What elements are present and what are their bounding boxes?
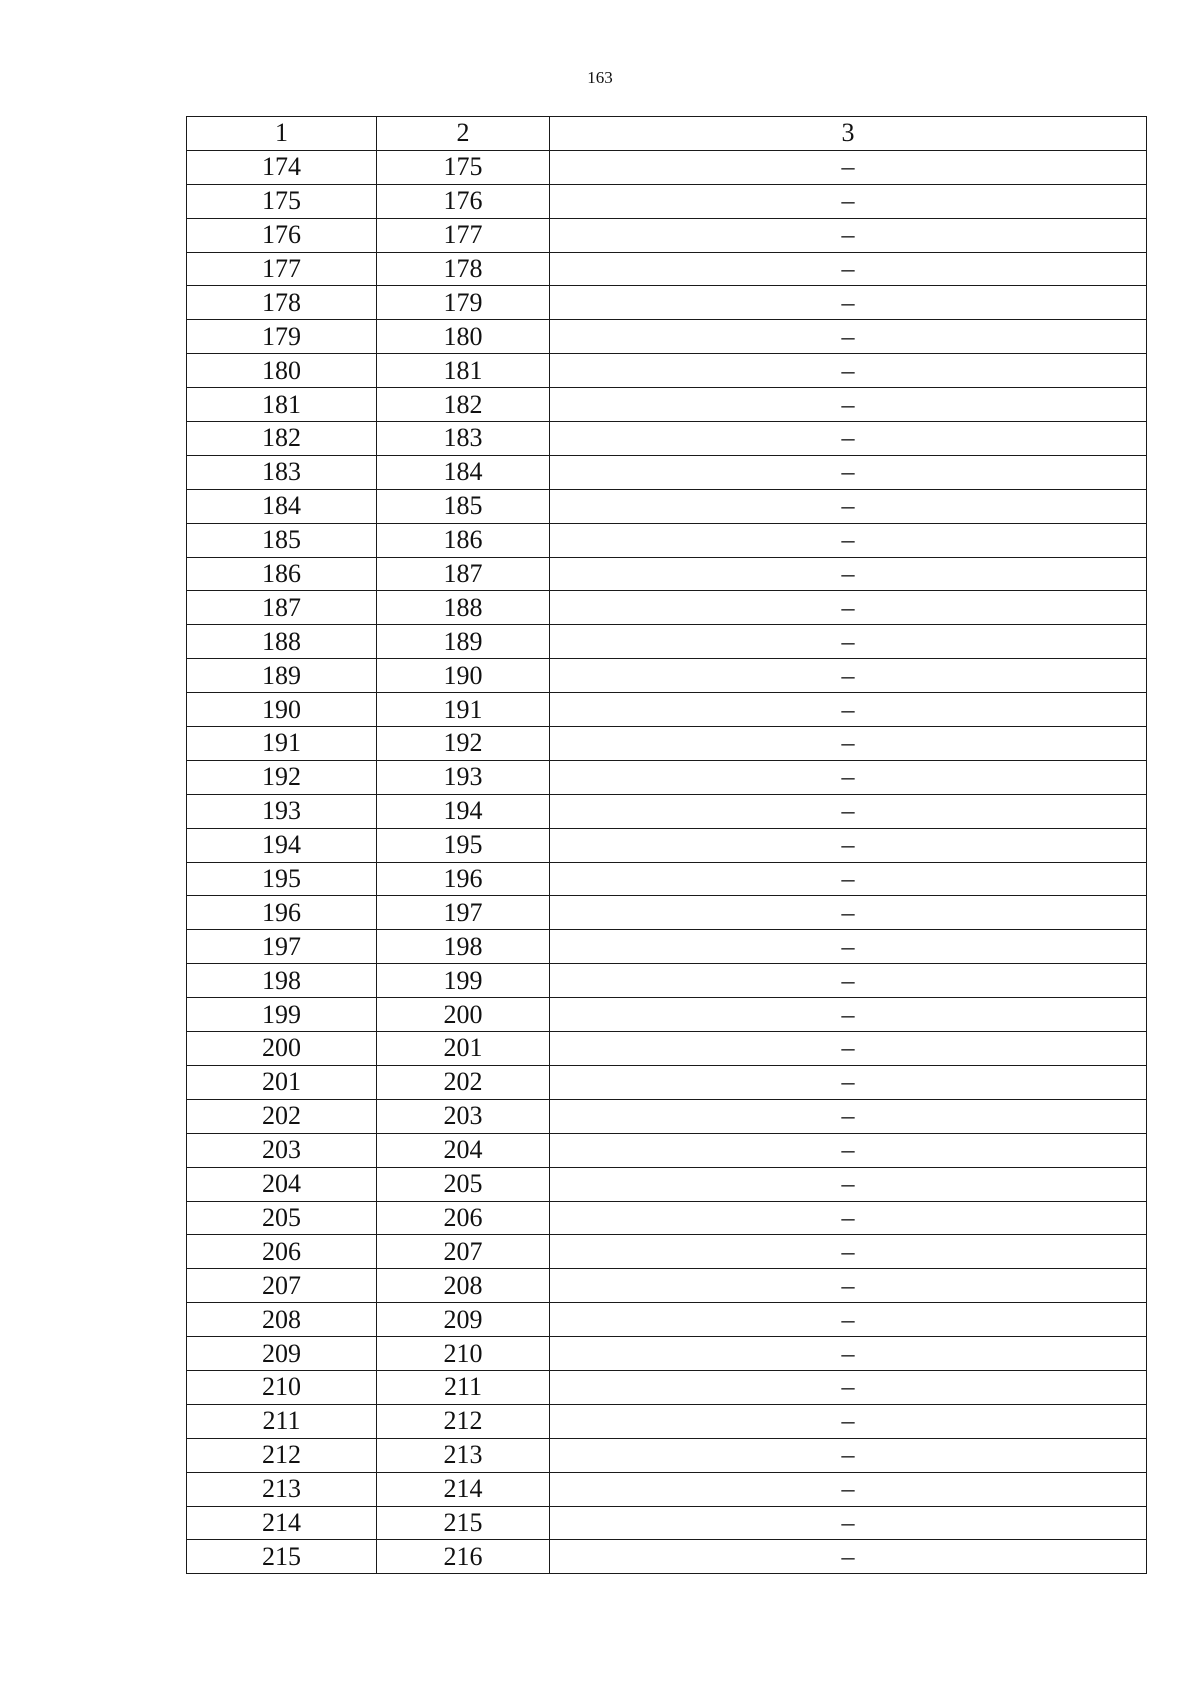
table-cell: – xyxy=(550,489,1147,523)
table-cell: 212 xyxy=(187,1438,377,1472)
table-cell: – xyxy=(550,1337,1147,1371)
table-row xyxy=(187,964,1147,998)
table-cell: 179 xyxy=(187,320,377,354)
table-cell: 199 xyxy=(377,964,550,998)
table-cell: – xyxy=(550,862,1147,896)
table-row xyxy=(187,286,1147,320)
table-cell: 182 xyxy=(377,388,550,422)
table-row xyxy=(187,184,1147,218)
table-row xyxy=(187,252,1147,286)
table-cell: 186 xyxy=(187,557,377,591)
table-cell: 196 xyxy=(377,862,550,896)
table-cell: 176 xyxy=(377,184,550,218)
table-row xyxy=(187,422,1147,456)
table-cell: – xyxy=(550,930,1147,964)
table-row xyxy=(187,1099,1147,1133)
table-cell: – xyxy=(550,625,1147,659)
table-row xyxy=(187,828,1147,862)
table-cell: 203 xyxy=(187,1133,377,1167)
table-row xyxy=(187,1370,1147,1404)
table-cell: 191 xyxy=(377,693,550,727)
table-cell: 202 xyxy=(187,1099,377,1133)
table-cell: 207 xyxy=(377,1235,550,1269)
table-cell: 195 xyxy=(377,828,550,862)
table-cell: 194 xyxy=(187,828,377,862)
table-cell: 205 xyxy=(187,1201,377,1235)
table-cell: 204 xyxy=(187,1167,377,1201)
table-cell: 177 xyxy=(187,252,377,286)
table-cell: – xyxy=(550,1201,1147,1235)
table-cell: – xyxy=(550,150,1147,184)
table-cell: 201 xyxy=(377,1032,550,1066)
table-cell: 176 xyxy=(187,218,377,252)
table-cell: 194 xyxy=(377,794,550,828)
table-cell: – xyxy=(550,1438,1147,1472)
table-cell: 204 xyxy=(377,1133,550,1167)
table-cell: 209 xyxy=(187,1337,377,1371)
table-cell: 181 xyxy=(187,388,377,422)
table-cell: 185 xyxy=(377,489,550,523)
table-cell: – xyxy=(550,388,1147,422)
table-cell: 178 xyxy=(187,286,377,320)
table-cell: 216 xyxy=(377,1540,550,1574)
table-cell: 206 xyxy=(377,1201,550,1235)
table-cell: 191 xyxy=(187,727,377,761)
table-cell: 183 xyxy=(377,422,550,456)
table-cell: – xyxy=(550,286,1147,320)
table-cell: 178 xyxy=(377,252,550,286)
data-table xyxy=(186,116,1147,1574)
table-cell: – xyxy=(550,794,1147,828)
table-row xyxy=(187,1337,1147,1371)
table-row xyxy=(187,1065,1147,1099)
table-row xyxy=(187,727,1147,761)
table-cell: 195 xyxy=(187,862,377,896)
table-row xyxy=(187,1506,1147,1540)
table-cell: – xyxy=(550,760,1147,794)
table-cell: 189 xyxy=(377,625,550,659)
table-cell: – xyxy=(550,1269,1147,1303)
table-cell: – xyxy=(550,218,1147,252)
table-cell: 205 xyxy=(377,1167,550,1201)
table-cell: – xyxy=(550,557,1147,591)
table-cell: 206 xyxy=(187,1235,377,1269)
table-cell: – xyxy=(550,1235,1147,1269)
table-row xyxy=(187,523,1147,557)
table-row xyxy=(187,693,1147,727)
table-cell: 187 xyxy=(187,591,377,625)
table-cell: 190 xyxy=(187,693,377,727)
table-cell: 211 xyxy=(377,1370,550,1404)
table-row xyxy=(187,862,1147,896)
table-row xyxy=(187,320,1147,354)
table-row xyxy=(187,557,1147,591)
table-cell: 209 xyxy=(377,1303,550,1337)
table-cell: – xyxy=(550,1133,1147,1167)
table-row xyxy=(187,659,1147,693)
table-row xyxy=(187,1269,1147,1303)
table-cell: – xyxy=(550,1472,1147,1506)
table-cell: 183 xyxy=(187,455,377,489)
table-cell: – xyxy=(550,591,1147,625)
table-cell: – xyxy=(550,1303,1147,1337)
table-cell: – xyxy=(550,1506,1147,1540)
table-cell: – xyxy=(550,964,1147,998)
table-cell: 177 xyxy=(377,218,550,252)
table-cell: 215 xyxy=(187,1540,377,1574)
table-cell: – xyxy=(550,1404,1147,1438)
table-cell: – xyxy=(550,320,1147,354)
table-cell: – xyxy=(550,1032,1147,1066)
table-cell: – xyxy=(550,252,1147,286)
table-cell: – xyxy=(550,727,1147,761)
table-cell: – xyxy=(550,1099,1147,1133)
page-number: 163 xyxy=(587,68,613,87)
table-cell: 190 xyxy=(377,659,550,693)
table-row xyxy=(187,760,1147,794)
table-row xyxy=(187,150,1147,184)
column-header: 2 xyxy=(377,117,550,151)
table-cell: 200 xyxy=(377,998,550,1032)
table-row xyxy=(187,1201,1147,1235)
table-cell: 201 xyxy=(187,1065,377,1099)
table-row xyxy=(187,625,1147,659)
table-cell: 192 xyxy=(377,727,550,761)
table-cell: 200 xyxy=(187,1032,377,1066)
table-cell: 184 xyxy=(377,455,550,489)
table-cell: – xyxy=(550,659,1147,693)
table-cell: 175 xyxy=(377,150,550,184)
table-header-row xyxy=(187,117,1147,151)
table-cell: – xyxy=(550,828,1147,862)
table-cell: 203 xyxy=(377,1099,550,1133)
table-row xyxy=(187,1438,1147,1472)
table-cell: 198 xyxy=(377,930,550,964)
table-cell: – xyxy=(550,1167,1147,1201)
table-row xyxy=(187,998,1147,1032)
table-row xyxy=(187,455,1147,489)
table-cell: 207 xyxy=(187,1269,377,1303)
table-cell: 188 xyxy=(377,591,550,625)
table-cell: 185 xyxy=(187,523,377,557)
table-cell: 187 xyxy=(377,557,550,591)
table-cell: – xyxy=(550,184,1147,218)
table-cell: 179 xyxy=(377,286,550,320)
table-cell: 192 xyxy=(187,760,377,794)
table-row xyxy=(187,388,1147,422)
table-cell: 213 xyxy=(377,1438,550,1472)
table-cell: 197 xyxy=(377,896,550,930)
table-cell: 180 xyxy=(187,354,377,388)
table-body xyxy=(187,117,1147,1574)
table-cell: – xyxy=(550,693,1147,727)
table-cell: 188 xyxy=(187,625,377,659)
table-cell: – xyxy=(550,422,1147,456)
table-row xyxy=(187,896,1147,930)
table-row xyxy=(187,794,1147,828)
column-header: 1 xyxy=(187,117,377,151)
table-cell: 208 xyxy=(187,1303,377,1337)
table-row xyxy=(187,1303,1147,1337)
table-cell: 180 xyxy=(377,320,550,354)
table-row xyxy=(187,1540,1147,1574)
table-cell: 212 xyxy=(377,1404,550,1438)
table-cell: 193 xyxy=(377,760,550,794)
table-cell: 208 xyxy=(377,1269,550,1303)
table-row xyxy=(187,1167,1147,1201)
column-header: 3 xyxy=(550,117,1147,151)
table-row xyxy=(187,1404,1147,1438)
table-row xyxy=(187,930,1147,964)
table-row xyxy=(187,1133,1147,1167)
table-cell: 189 xyxy=(187,659,377,693)
table-cell: 210 xyxy=(377,1337,550,1371)
table-row xyxy=(187,1472,1147,1506)
table-cell: 199 xyxy=(187,998,377,1032)
table-cell: 174 xyxy=(187,150,377,184)
table-cell: – xyxy=(550,998,1147,1032)
table-cell: – xyxy=(550,1540,1147,1574)
table-cell: 175 xyxy=(187,184,377,218)
table-cell: 202 xyxy=(377,1065,550,1099)
table-cell: 197 xyxy=(187,930,377,964)
table-row xyxy=(187,1235,1147,1269)
table-cell: – xyxy=(550,354,1147,388)
table-cell: 196 xyxy=(187,896,377,930)
table-cell: – xyxy=(550,455,1147,489)
table-row xyxy=(187,591,1147,625)
table-cell: 215 xyxy=(377,1506,550,1540)
table-row xyxy=(187,354,1147,388)
table-row xyxy=(187,489,1147,523)
table-cell: 211 xyxy=(187,1404,377,1438)
table-cell: – xyxy=(550,1065,1147,1099)
table-cell: 213 xyxy=(187,1472,377,1506)
table-cell: – xyxy=(550,523,1147,557)
table-cell: 181 xyxy=(377,354,550,388)
table-cell: – xyxy=(550,1370,1147,1404)
table-row xyxy=(187,218,1147,252)
table-cell: 210 xyxy=(187,1370,377,1404)
table-cell: 198 xyxy=(187,964,377,998)
table-cell: 193 xyxy=(187,794,377,828)
table-row xyxy=(187,1032,1147,1066)
table-cell: 182 xyxy=(187,422,377,456)
table-cell: 214 xyxy=(187,1506,377,1540)
table-cell: – xyxy=(550,896,1147,930)
table-cell: 184 xyxy=(187,489,377,523)
table-cell: 186 xyxy=(377,523,550,557)
table-cell: 214 xyxy=(377,1472,550,1506)
